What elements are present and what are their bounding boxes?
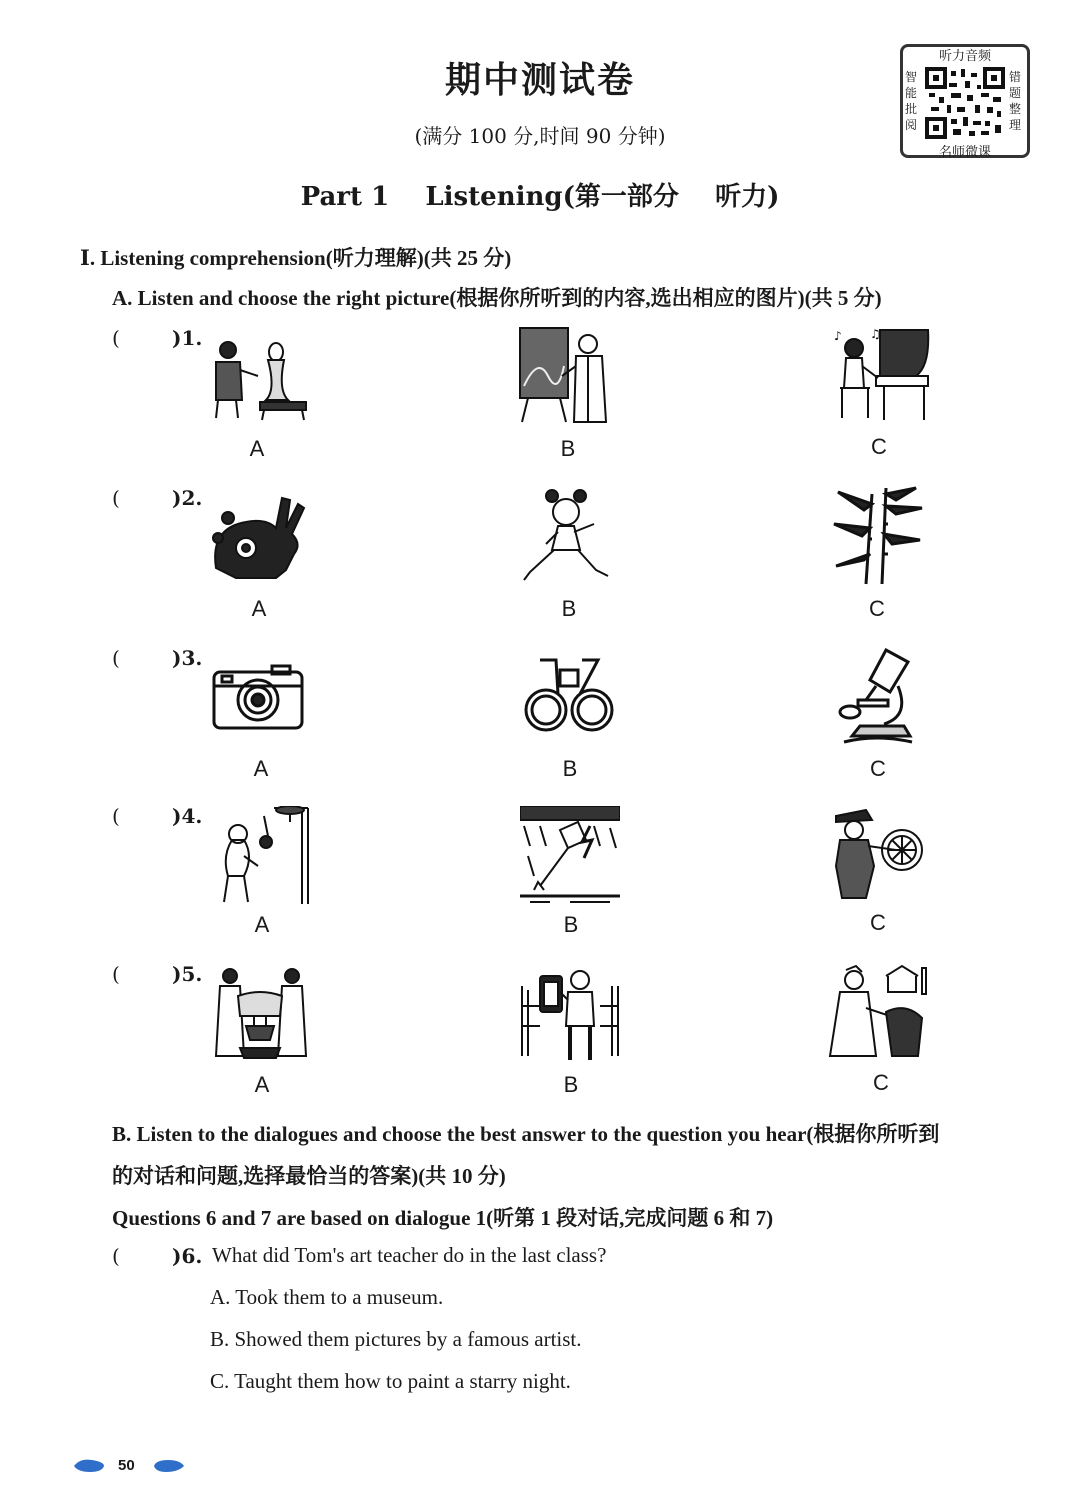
- dialogue-heading: Questions 6 and 7 are based on dialogue 1(听第 1 段对话,完成问题 6 和 7): [112, 1206, 774, 1230]
- option-letter: B: [560, 436, 576, 461]
- newton-apple-icon[interactable]: [214, 806, 312, 906]
- traders-icon[interactable]: [210, 966, 310, 1060]
- question-number: )4.: [172, 804, 203, 828]
- option-letter: A: [253, 756, 269, 781]
- option-letter: B: [562, 756, 578, 781]
- part-b-instruction-line2: 的对话和问题,选择最恰当的答案)(共 10 分): [112, 1164, 506, 1188]
- question-number: )6.: [172, 1244, 203, 1268]
- option-letter: C: [870, 756, 886, 781]
- paper-cut-rabbit-icon[interactable]: [206, 488, 310, 582]
- painter-icon[interactable]: [518, 326, 618, 424]
- answer-option[interactable]: B. Showed them pictures by a famous artist.: [210, 1327, 582, 1351]
- option-letter: C: [869, 596, 885, 621]
- answer-option[interactable]: A. Took them to a museum.: [210, 1285, 444, 1309]
- page-title: 期中测试卷: [444, 59, 635, 101]
- option-letter: A: [254, 912, 270, 937]
- qr-badge[interactable]: [900, 44, 1030, 158]
- explorer-compass-icon[interactable]: [826, 806, 926, 900]
- svg-text:♫: ♫: [870, 327, 881, 341]
- option-letter: C: [871, 434, 887, 459]
- part-a-instruction: A. Listen and choose the right picture(根据你所听到的内容,选出相应的图片)(共 5 分): [112, 286, 882, 310]
- option-letter: C: [870, 910, 886, 935]
- option-letter: C: [873, 1070, 889, 1095]
- answer-bracket[interactable]: (: [112, 326, 120, 350]
- sculptor-icon[interactable]: [206, 330, 308, 422]
- question-number: )3.: [172, 646, 203, 670]
- kungfu-girl-icon[interactable]: [522, 488, 612, 586]
- bamboo-icon[interactable]: [826, 484, 930, 586]
- option-letter: A: [249, 436, 265, 461]
- microscope-icon[interactable]: [836, 646, 916, 746]
- option-letter: A: [251, 596, 267, 621]
- question-text: What did Tom's art teacher do in the last class?: [212, 1243, 607, 1267]
- answer-option[interactable]: C. Taught them how to paint a starry night.: [210, 1369, 571, 1393]
- question-number: )1.: [172, 326, 203, 350]
- answer-bracket[interactable]: (: [112, 962, 120, 986]
- ancient-scholar-icon[interactable]: [826, 962, 928, 1060]
- binoculars-icon[interactable]: [522, 656, 616, 732]
- part-b-instruction-line1: B. Listen to the dialogues and choose the best answer to the question you hear(根据你所听到: [112, 1122, 940, 1146]
- pianist-icon[interactable]: [830, 326, 932, 422]
- qr-code-icon: [925, 67, 1005, 139]
- svg-text:♪: ♪: [834, 329, 842, 343]
- qr-label-bottom: 名师微课: [938, 145, 991, 160]
- footer-right-ornament-icon: [152, 1456, 186, 1474]
- question-number: )2.: [172, 486, 203, 510]
- page-number: 50: [118, 1457, 135, 1474]
- camera-icon[interactable]: [212, 664, 304, 730]
- option-letter: B: [563, 1072, 579, 1097]
- answer-bracket[interactable]: (: [112, 486, 120, 510]
- answer-bracket[interactable]: (: [112, 804, 120, 828]
- part-heading: Part 1 Listening(第一部分 听力): [300, 182, 780, 212]
- option-letter: B: [563, 912, 579, 937]
- option-letter: A: [254, 1072, 270, 1097]
- section-heading: Ⅰ. Listening comprehension(听力理解)(共 25 分): [80, 246, 512, 270]
- answer-bracket[interactable]: (: [112, 646, 120, 670]
- kite-storm-icon[interactable]: [520, 806, 620, 904]
- phone-shopping-icon[interactable]: [520, 966, 620, 1062]
- option-letter: B: [561, 596, 577, 621]
- question-number: )5.: [172, 962, 203, 986]
- page-subtitle: (满分 100 分,时间 90 分钟): [414, 124, 666, 148]
- answer-bracket[interactable]: (: [112, 1244, 120, 1268]
- qr-label-top: 听力音频: [938, 49, 991, 64]
- qr-label-right: 错题整理: [1009, 70, 1022, 132]
- footer-left-ornament-icon: [72, 1456, 106, 1474]
- qr-label-left: 智能批阅: [905, 70, 918, 132]
